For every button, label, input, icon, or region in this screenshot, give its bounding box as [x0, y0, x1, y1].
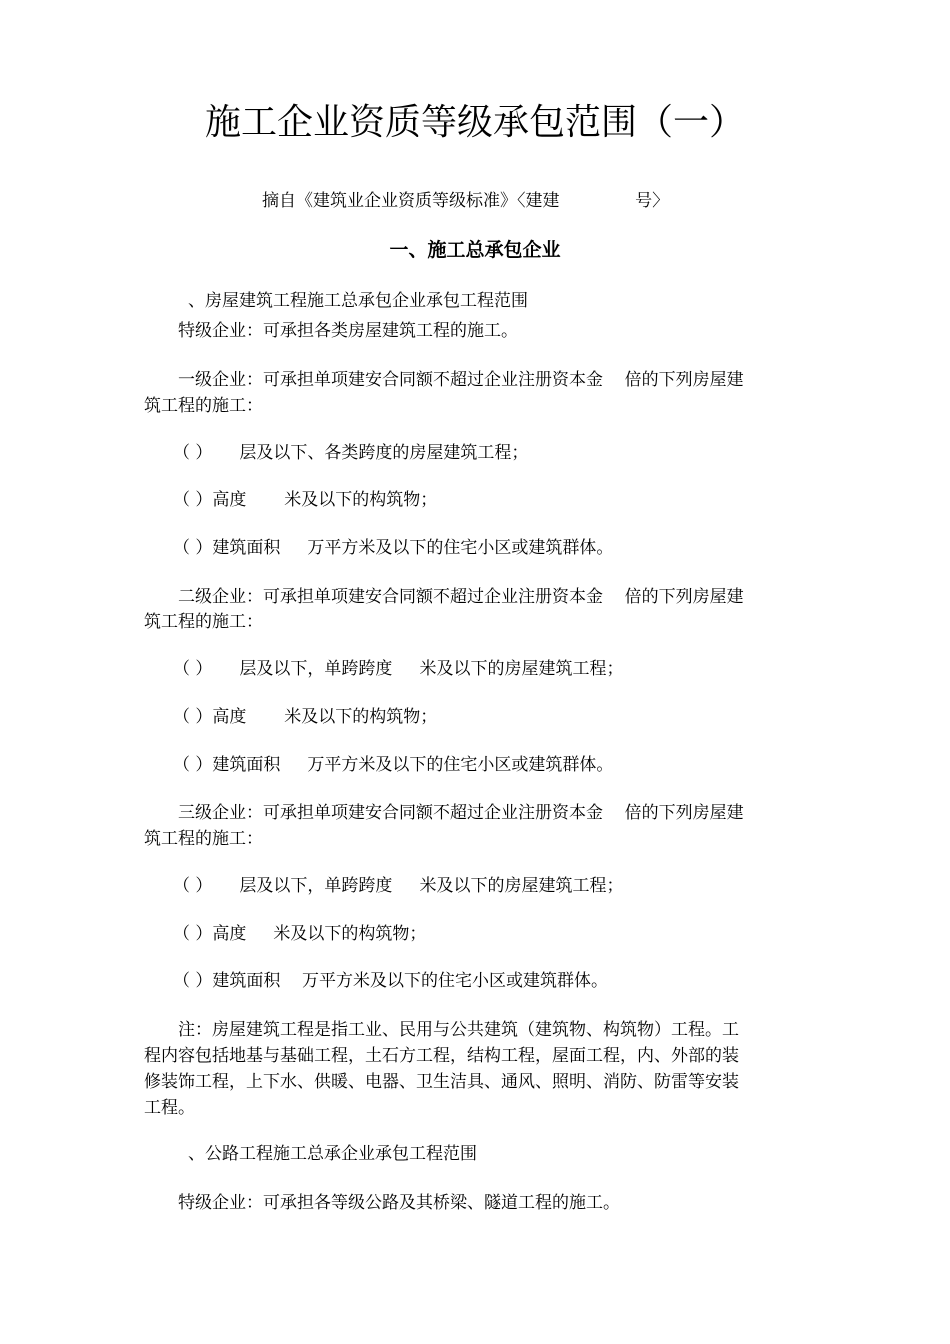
paragraph-level2-cont: 筑工程的施工： — [144, 612, 263, 632]
paragraph-special-grade: 特级企业：可承担各类房屋建筑工程的施工。 — [178, 321, 518, 341]
paragraph-highway-special: 特级企业：可承担各等级公路及其桥梁、隧道工程的施工。 — [178, 1193, 620, 1213]
paragraph-level3-cont: 筑工程的施工： — [144, 829, 263, 849]
section-heading: 一、施工总承包企业 — [389, 239, 561, 261]
document-title: 施工企业资质等级承包范围（一） — [204, 102, 745, 143]
list-item: （ ）高度 米及以下的构筑物； — [173, 707, 438, 727]
list-item: （ ）高度 米及以下的构筑物； — [173, 924, 427, 944]
list-item: （ ）高度 米及以下的构筑物； — [173, 490, 438, 510]
document-subtitle: 摘自《建筑业企业资质等级标准》〈建建 号〉 — [262, 191, 670, 211]
subsection-title-housing: 、房屋建筑工程施工总承包企业承包工程范围 — [188, 291, 528, 311]
paragraph-level1-cont: 筑工程的施工： — [144, 396, 263, 416]
list-item: （ ） 层及以下、各类跨度的房屋建筑工程； — [173, 443, 529, 463]
paragraph-level2: 二级企业：可承担单项建安合同额不超过企业注册资本金 倍的下列房屋建 — [178, 587, 744, 607]
note-paragraph: 修装饰工程，上下水、供暖、电器、卫生洁具、通风、照明、消防、防雷等安装 — [144, 1072, 739, 1092]
paragraph-level1: 一级企业：可承担单项建安合同额不超过企业注册资本金 倍的下列房屋建 — [178, 370, 744, 390]
list-item: （ ） 层及以下，单跨跨度 米及以下的房屋建筑工程； — [173, 659, 624, 679]
subsection-title-highway: 、公路工程施工总承企业承包工程范围 — [188, 1144, 477, 1164]
list-item: （ ）建筑面积 万平方米及以下的住宅小区或建筑群体。 — [173, 538, 614, 558]
list-item: （ ） 层及以下，单跨跨度 米及以下的房屋建筑工程； — [173, 876, 624, 896]
note-paragraph: 程内容包括地基与基础工程，土石方工程，结构工程，屋面工程，内、外部的装 — [144, 1046, 739, 1066]
note-paragraph: 注：房屋建筑工程是指工业、民用与公共建筑（建筑物、构筑物）工程。工 — [178, 1020, 739, 1040]
list-item: （ ）建筑面积 万平方米及以下的住宅小区或建筑群体。 — [173, 971, 609, 991]
list-item: （ ）建筑面积 万平方米及以下的住宅小区或建筑群体。 — [173, 755, 614, 775]
note-paragraph: 工程。 — [144, 1098, 195, 1118]
paragraph-level3: 三级企业：可承担单项建安合同额不超过企业注册资本金 倍的下列房屋建 — [178, 803, 744, 823]
